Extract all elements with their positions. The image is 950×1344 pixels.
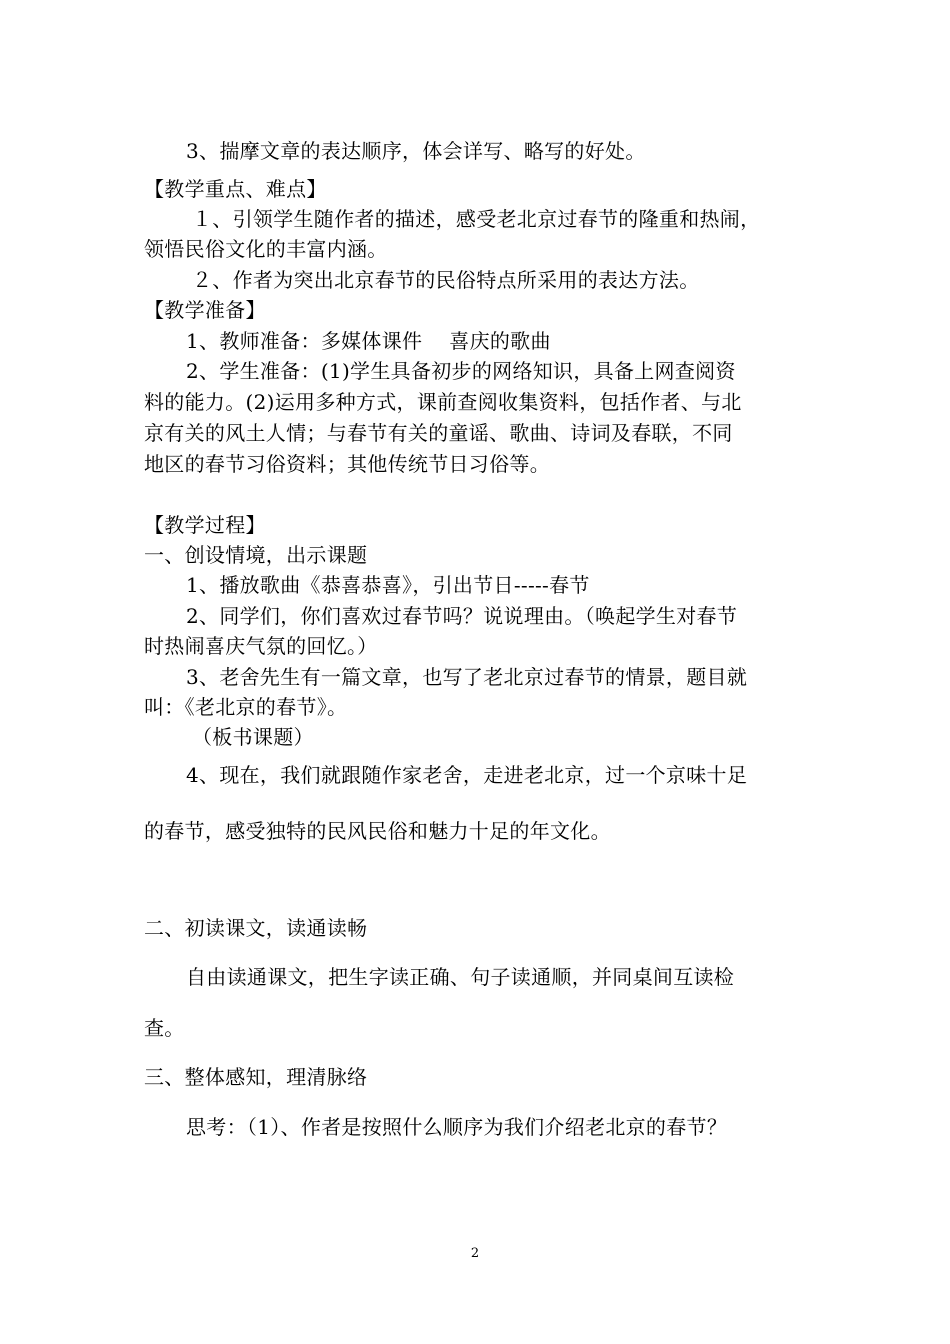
heading-process: 【教学过程】 (144, 513, 266, 537)
objective-3: 3、揣摩文章的表达顺序，体会详写、略写的好处。 (186, 139, 646, 163)
key-point-2: ２、作者为突出北京春节的民俗特点所采用的表达方法。 (192, 268, 700, 292)
step-3-line-1: 3、老舍先生有一篇文章，也写了老北京过春节的情景，题目就 (186, 665, 748, 689)
section-2-title: 二、初读课文，读通读畅 (144, 916, 368, 940)
step-3-line-2: 叫：《老北京的春节》。 (144, 695, 348, 719)
board-note: （板书课题） (192, 725, 314, 749)
section-3-title: 三、整体感知，理清脉络 (144, 1065, 368, 1089)
prep-student-line-4: 地区的春节习俗资料；其他传统节日习俗等。 (144, 452, 550, 476)
prep-teacher: 1、教师准备：多媒体课件 喜庆的歌曲 (186, 329, 551, 353)
step-2-line-2: 时热闹喜庆气氛的回忆。） (144, 634, 378, 658)
key-point-1-line-1: １、引领学生随作者的描述，感受老北京过春节的隆重和热闹， (192, 207, 761, 231)
section-2-body-line-1: 自由读通课文，把生字读正确、句子读通顺，并同桌间互读检 (186, 965, 735, 989)
prep-student-line-1: 2、学生准备：(1)学生具备初步的网络知识，具备上网查阅资 (186, 359, 736, 383)
section-1-title: 一、创设情境，出示课题 (144, 543, 368, 567)
heading-key-points: 【教学重点、难点】 (144, 177, 327, 201)
prep-student-line-3: 京有关的风土人情；与春节有关的童谣、歌曲、诗词及春联，不同 (144, 421, 733, 445)
prep-student-line-2: 料的能力。(2)运用多种方式，课前查阅收集资料，包括作者、与北 (144, 390, 742, 414)
section-3-question-1: 思考：（1）、作者是按照什么顺序为我们介绍老北京的春节？ (186, 1115, 728, 1139)
heading-preparation: 【教学准备】 (144, 298, 266, 322)
step-1: 1、播放歌曲《恭喜恭喜》，引出节日-----春节 (186, 573, 590, 597)
section-2-body-line-2: 查。 (144, 1016, 185, 1040)
key-point-1-line-2: 领悟民俗文化的丰富内涵。 (144, 237, 388, 261)
step-2-line-1: 2、同学们，你们喜欢过春节吗？说说理由。（唤起学生对春节 (186, 604, 738, 628)
page-number: 2 (470, 1246, 480, 1261)
step-4-line-1: 4、现在，我们就跟随作家老舍，走进老北京，过一个京味十足 (186, 763, 748, 787)
step-4-line-2: 的春节，感受独特的民风民俗和魅力十足的年文化。 (144, 819, 611, 843)
